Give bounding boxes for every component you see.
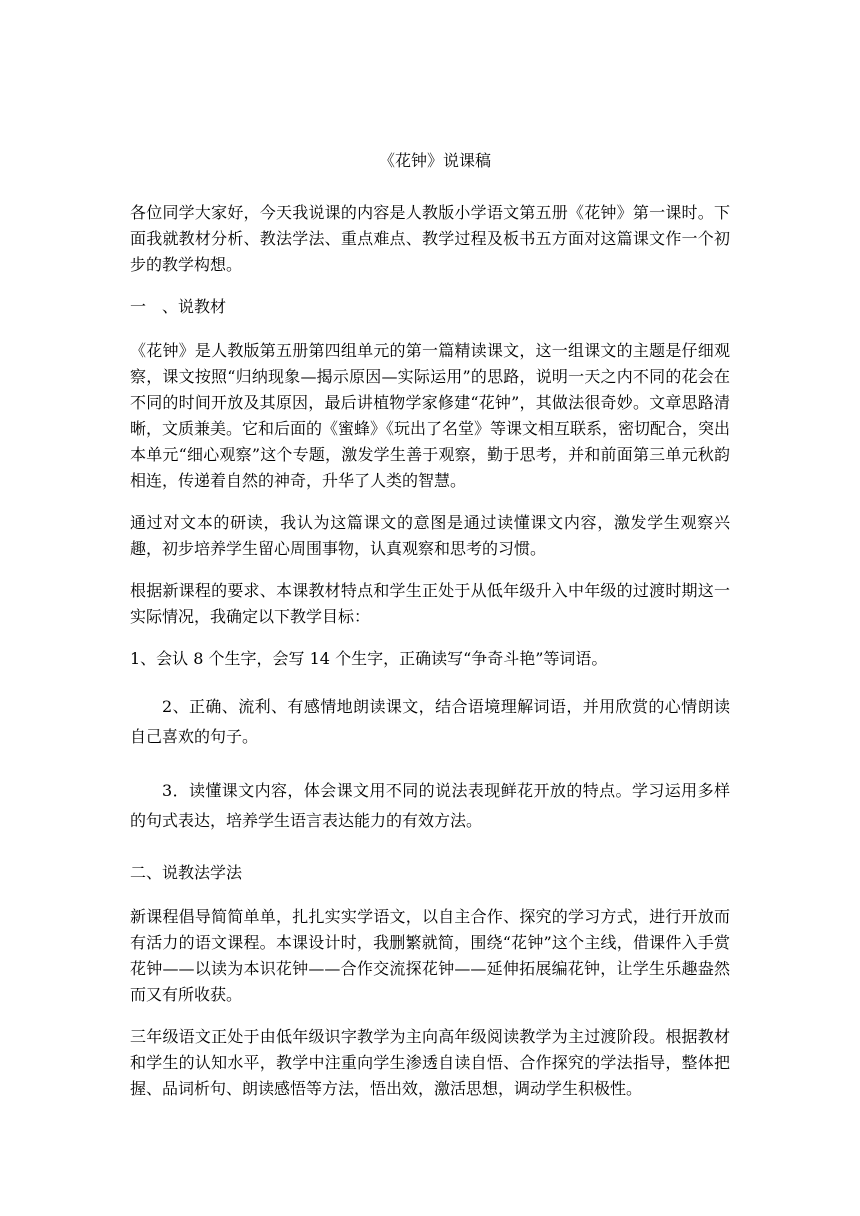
document-page	[130, 148, 730, 1118]
intro-paragraph: 各位同学大家好，今天我说课的内容是人教版小学语文第五册《花钟》第一课时。下面我就教材分析、教法学法、重点难点、教学过程及板书五方面对这篇课文作一个初步的教学构想。	[130, 203, 730, 274]
section2-heading: 二、说教法学法	[130, 863, 243, 882]
section1-paragraph-3: 根据新课程的要求、本课教材特点和学生正处于从低年级升入中年级的过渡时期这一实际情况，我确定以下教学目标：	[130, 581, 730, 626]
section2-paragraph-1: 新课程倡导简简单单，扎扎实实学语文，以自主合作、探究的学习方式，进行开放而有活力的语文课程。本课设计时，我删繁就简，围绕“花钟”这个主线，借课件入手赏花钟——以读为本识花钟——合作交流探花钟——延伸拓展编花钟，让学生乐趣盎然而又有所收获。	[130, 907, 730, 1004]
teaching-goal-1: 1、会认 8 个生字，会写 14 个生字，正确读写“争奇斗艳”等词语。	[130, 649, 608, 668]
section2-paragraph-2: 三年级语文正处于由低年级识字教学为主向高年级阅读教学为主过渡阶段。根据教材和学生的认知水平，教学中注重向学生渗透自读自悟、合作探究的学法指导，整体把握、品词析句、朗读感悟等方法，悟出效，激活思想，调动学生积极性。	[130, 1027, 730, 1098]
section1-paragraph-2: 通过对文本的研读，我认为这篇课文的意图是通过读懂课文内容，激发学生观察兴趣，初步培养学生留心周围事物，认真观察和思考的习惯。	[130, 513, 730, 558]
section1-heading: 一 、说教材	[130, 297, 227, 316]
teaching-goal-3: 3．读懂课文内容，体会课文用不同的说法表现鲜花开放的特点。学习运用多样的句式表达，培养学生语言表达能力的有效方法。	[130, 781, 730, 830]
section1-paragraph-1: 《花钟》是人教版第五册第四组单元的第一篇精读课文，这一组课文的主题是仔细观察，课文按照“归纳现象—揭示原因—实际运用”的思路，说明一天之内不同的花会在不同的时间开放及其原因，最后讲植物学家修建“花钟”，其做法很奇妙。文章思路清晰，文质兼美。它和后面的《蜜蜂》《玩出了名堂》等课文相互联系，密切配合，突出本单元“细心观察”这个专题，激发学生善于观察，勤于思考，并和前面第三单元秋韵相连，传递着自然的神奇，升华了人类的智慧。	[130, 341, 731, 490]
teaching-goal-2: 2、正确、流利、有感情地朗读课文，结合语境理解词语，并用欣赏的心情朗读自己喜欢的句子。	[130, 697, 730, 746]
document-title: 《花钟》说课稿	[378, 151, 491, 170]
